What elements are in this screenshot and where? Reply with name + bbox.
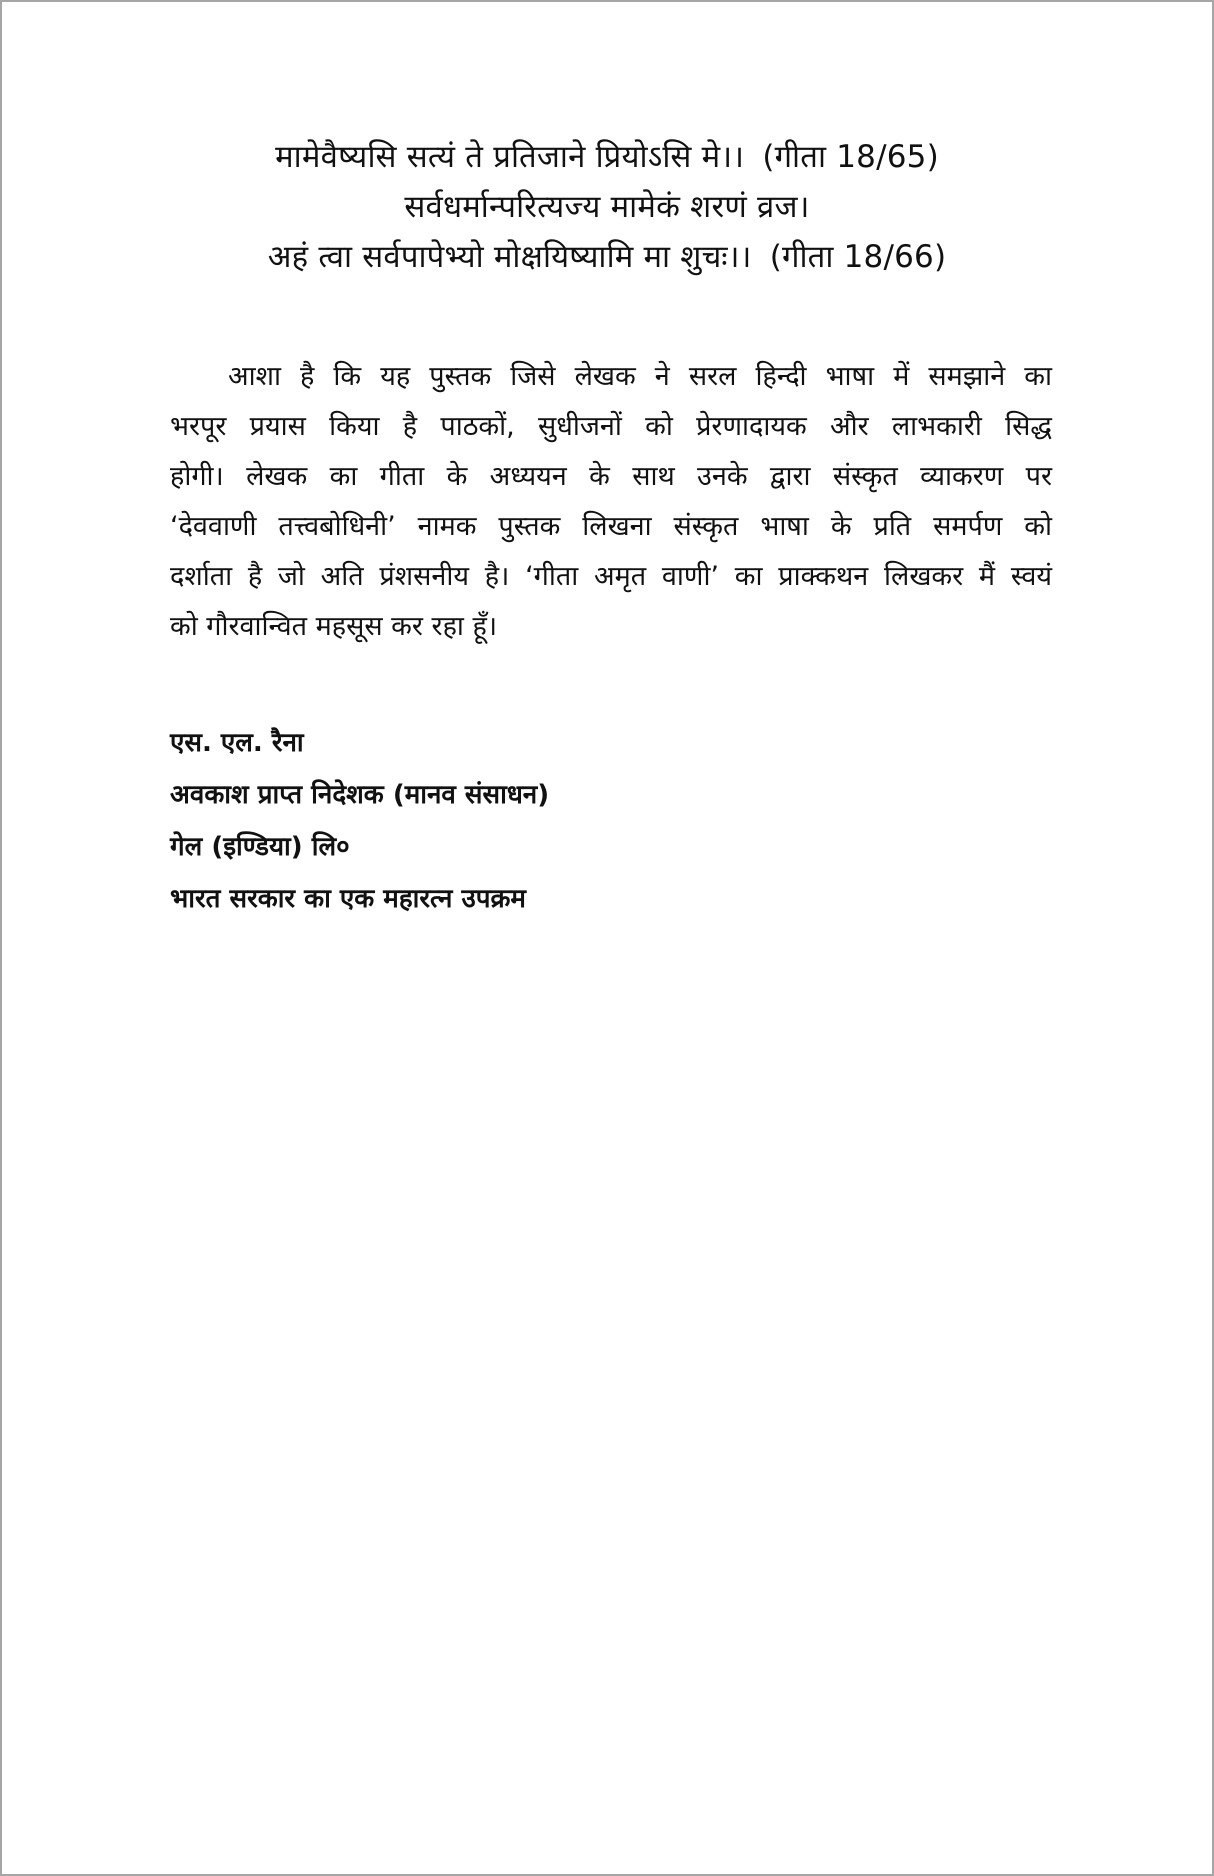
verse-line: [2, 182, 1212, 232]
verse-reference: (गीता 18/65): [762, 139, 939, 175]
verse-line: [2, 232, 1212, 282]
paragraph-line: होगी। लेखक का गीता के अध्ययन के साथ उनके द्वारा संस्कृत व्याकरण पर: [170, 461, 1052, 492]
signatory-designation: अवकाश प्राप्त निदेशक (मानव संसाधन): [170, 780, 550, 810]
signatory-organization: गेल (इण्डिया) लि०: [170, 832, 350, 862]
signature-block: [170, 717, 549, 925]
paragraph-line: आशा है कि यह पुस्तक जिसे लेखक ने सरल हिन्दी भाषा में समझाने का: [228, 361, 1052, 392]
paragraph-line: भरपूर प्रयास किया है पाठकों, सुधीजनों को प्रेरणादायक और लाभकारी सिद्ध: [170, 411, 1052, 442]
gita-verse-block: [2, 132, 1212, 282]
signatory-name: एस. एल. रैना: [170, 728, 304, 758]
paragraph-line: ‘देववाणी तत्त्वबोधिनी’ नामक पुस्तक लिखना संस्कृत भाषा के प्रति समर्पण को: [170, 511, 1052, 542]
verse-text: सर्वधर्मान्परित्यज्य मामेकं शरणं व्रज।: [404, 189, 810, 225]
paragraph-line: दर्शाता है जो अति प्रंशसनीय है। ‘गीता अमृत वाणी’ का प्राक्कथन लिखकर मैं स्वयं: [170, 561, 1052, 592]
verse-text: मामेवैष्यसि सत्यं ते प्रतिजाने प्रियोऽसि मे।।: [275, 139, 745, 175]
verse-line: [2, 132, 1212, 182]
organization-description: भारत सरकार का एक महारत्न उपक्रम: [170, 884, 526, 914]
paragraph-line: को गौरवान्वित महसूस कर रहा हूँ।: [170, 611, 498, 642]
body-paragraph: [170, 352, 1052, 652]
verse-text: अहं त्वा सर्वपापेभ्यो मोक्षयिष्यामि मा शुचः।।: [267, 239, 752, 275]
verse-reference: (गीता 18/66): [769, 239, 947, 275]
